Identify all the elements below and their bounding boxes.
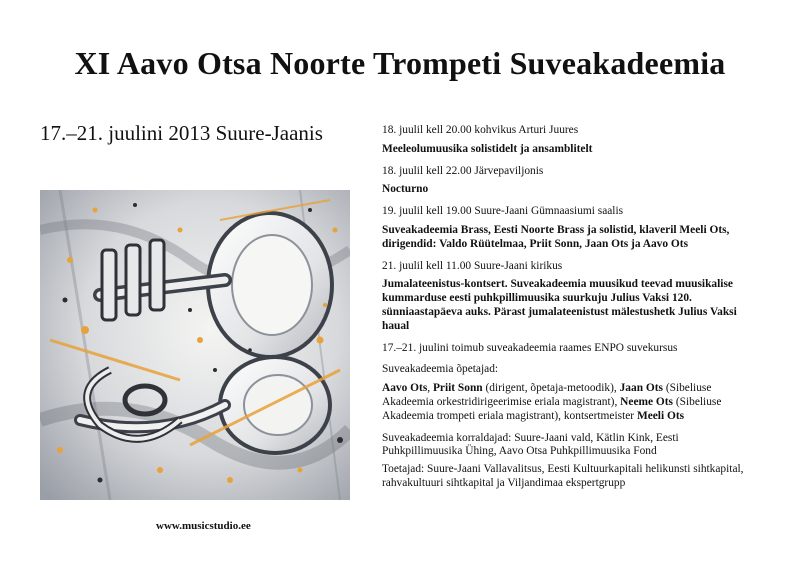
event-title: Jumalateenistus-kontsert. Suveakadeemia muusikud teevad muusikalise kummarduse eesti puhkpillimuusika suurkuju Julius Vaksi 120. sünniaastapäeva auks. Pärast jumalateenistust mälestushetk Julius Vaksi haual xyxy=(382,278,737,332)
organizers: Suveakadeemia korraldajad: Suure-Jaani vald, Kätlin Kink, Eesti Puhkpillimuusika Ühing, Aavo Otsa Puhkpillimuusika Fond xyxy=(382,431,679,458)
event-time: 21. juulil kell 11.00 Suure-Jaani kirikus xyxy=(382,259,563,272)
festival-dates: 17.–21. juulini 2013 Suure-Jaanis xyxy=(40,121,323,145)
teacher-name: Neeme Ots xyxy=(620,395,673,408)
event-time: 18. juulil kell 22.00 Järvepaviljonis xyxy=(382,164,544,177)
event-time: 19. juulil kell 19.00 Suure-Jaani Gümnaasiumi saalis xyxy=(382,205,624,218)
course-note: 17.–21. juulini toimub suveakadeemia raames ENPO suvekursus xyxy=(382,341,678,354)
event-title: Suveakadeemia Brass, Eesti Noorte Brass ja solistid, klaveril Meeli Ots, dirigendid: Valdo Rüütelmaa, Priit Sonn, Jaan Ots ja Aavo Ots xyxy=(382,223,730,250)
program-column xyxy=(382,124,758,495)
website-url: www.musicstudio.ee xyxy=(156,520,251,532)
event-title: Nocturno xyxy=(382,183,429,196)
poster-title: XI Aavo Otsa Noorte Trompeti Suveakadeemia xyxy=(74,45,726,81)
event-2 xyxy=(382,165,758,198)
event-4 xyxy=(382,260,758,334)
teacher-description: (Sibeliuse Akadeemia trompeti eriala magistrant), kontsertmeister xyxy=(382,395,722,422)
teacher-name: Aavo Ots xyxy=(382,382,428,395)
teacher-name: Jaan Ots xyxy=(619,382,663,395)
teacher-name: Meeli Ots xyxy=(636,409,685,422)
teachers-heading: Suveakadeemia õpetajad: xyxy=(382,363,499,376)
event-title: Meeleolumuusika solistidelt ja ansamblitelt xyxy=(382,142,593,155)
sponsors: Toetajad: Suure-Jaani Vallavalitsus, Eesti Kultuurkapitali helikunsti sihtkapital, rahvakultuuri sihtkapital ja Viljandimaa ekspertgrupp xyxy=(382,463,744,489)
teachers-list xyxy=(382,382,758,423)
trumpet-painting xyxy=(40,190,350,500)
event-time: 18. juulil kell 20.00 kohvikus Arturi Juures xyxy=(382,124,579,136)
event-1 xyxy=(382,124,758,157)
event-3 xyxy=(382,205,758,251)
teachers-section xyxy=(382,363,758,423)
teacher-description: (dirigent, õpetaja-metoodik), xyxy=(482,382,620,395)
teacher-description: (Sibeliuse Akadeemia orkestridirigeerimise eriala magistrant), xyxy=(382,382,712,408)
teacher-name: Priit Sonn xyxy=(432,382,483,395)
teacher-separator: , xyxy=(427,382,433,395)
trumpet-painting-graphic xyxy=(40,190,350,500)
